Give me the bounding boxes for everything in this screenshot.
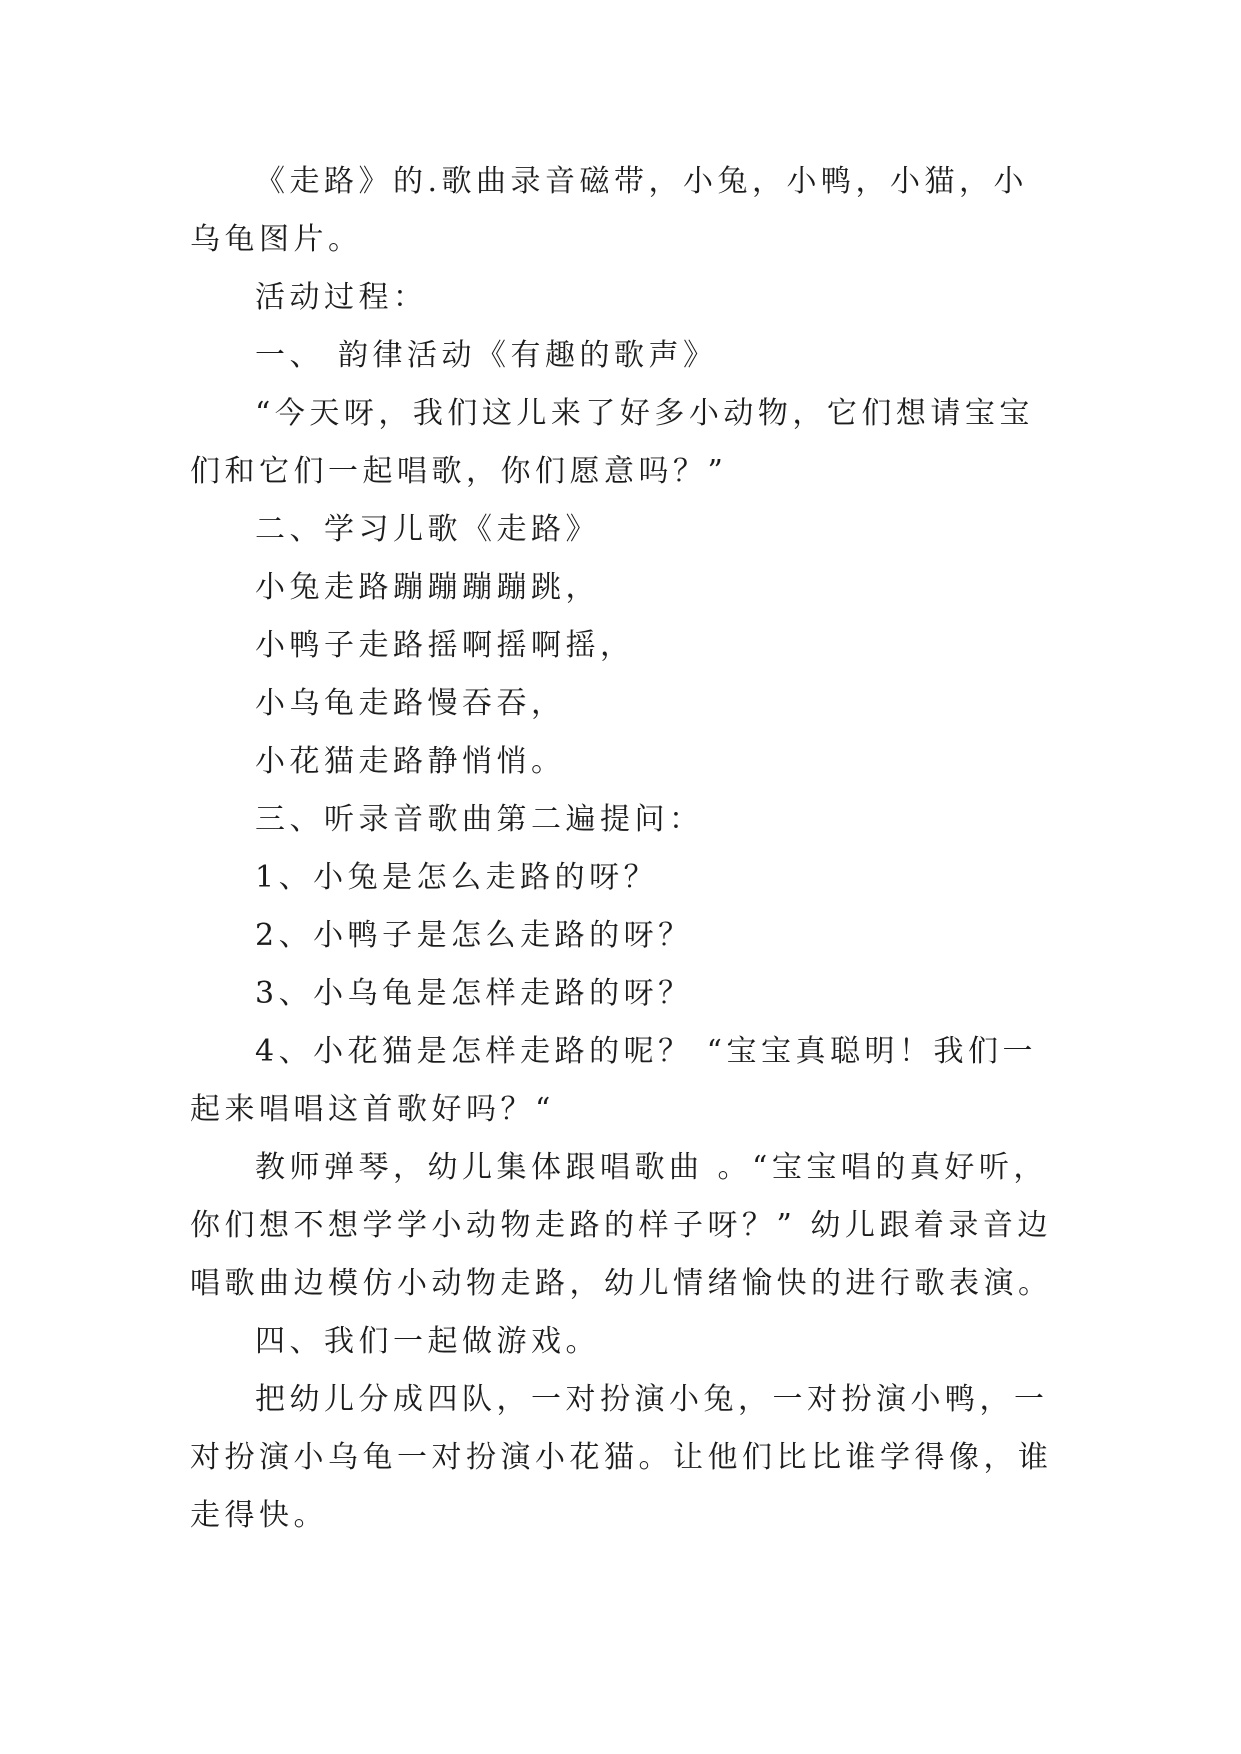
- paragraph-question-3: 3、小乌龟是怎样走路的呀？: [255, 976, 693, 1011]
- paragraph-question-1: 1、小兔是怎么走路的呀？: [255, 860, 659, 895]
- paragraph-lyric-1: 小兔走路蹦蹦蹦蹦跳，: [255, 570, 600, 605]
- paragraph-section-4: 四、我们一起做游戏。: [255, 1324, 600, 1359]
- paragraph-question-2: 2、小鸭子是怎么走路的呀？: [255, 918, 693, 953]
- paragraph-activity-process: 活动过程：: [255, 280, 428, 315]
- paragraph-section-1: 一、 韵律活动《有趣的歌声》: [255, 338, 718, 373]
- paragraph-question-4: 4、小花猫是怎样走路的呢？ “宝宝真聪明！我们一起来唱唱这首歌好吗？“: [190, 1034, 1037, 1127]
- paragraph-section-2: 二、学习儿歌《走路》: [255, 512, 600, 547]
- paragraph-game: 把幼儿分成四队，一对扮演小兔，一对扮演小鸭，一对扮演小乌龟一对扮演小花猫。让他们比比谁学得像，谁走得快。: [190, 1382, 1053, 1533]
- paragraph-lyric-4: 小花猫走路静悄悄。: [255, 744, 566, 779]
- paragraph-teacher-plays: 教师弹琴，幼儿集体跟唱歌曲 。“宝宝唱的真好听，你们想不想学学小动物走路的样子呀？” 幼儿跟着录音边唱歌曲边模仿小动物走路，幼儿情绪愉快的进行歌表演。: [190, 1150, 1053, 1301]
- paragraph-section-3: 三、听录音歌曲第二遍提问：: [255, 802, 704, 837]
- document-body: [190, 153, 1060, 1545]
- paragraph-quote-1: “今天呀，我们这儿来了好多小动物，它们想请宝宝们和它们一起唱歌，你们愿意吗？”: [190, 396, 1034, 489]
- paragraph-lyric-3: 小乌龟走路慢吞吞，: [255, 686, 566, 721]
- paragraph-materials: 《走路》的.歌曲录音磁带，小兔，小鸭，小猫，小乌龟图片。: [190, 164, 1029, 257]
- paragraph-lyric-2: 小鸭子走路摇啊摇啊摇，: [255, 628, 635, 663]
